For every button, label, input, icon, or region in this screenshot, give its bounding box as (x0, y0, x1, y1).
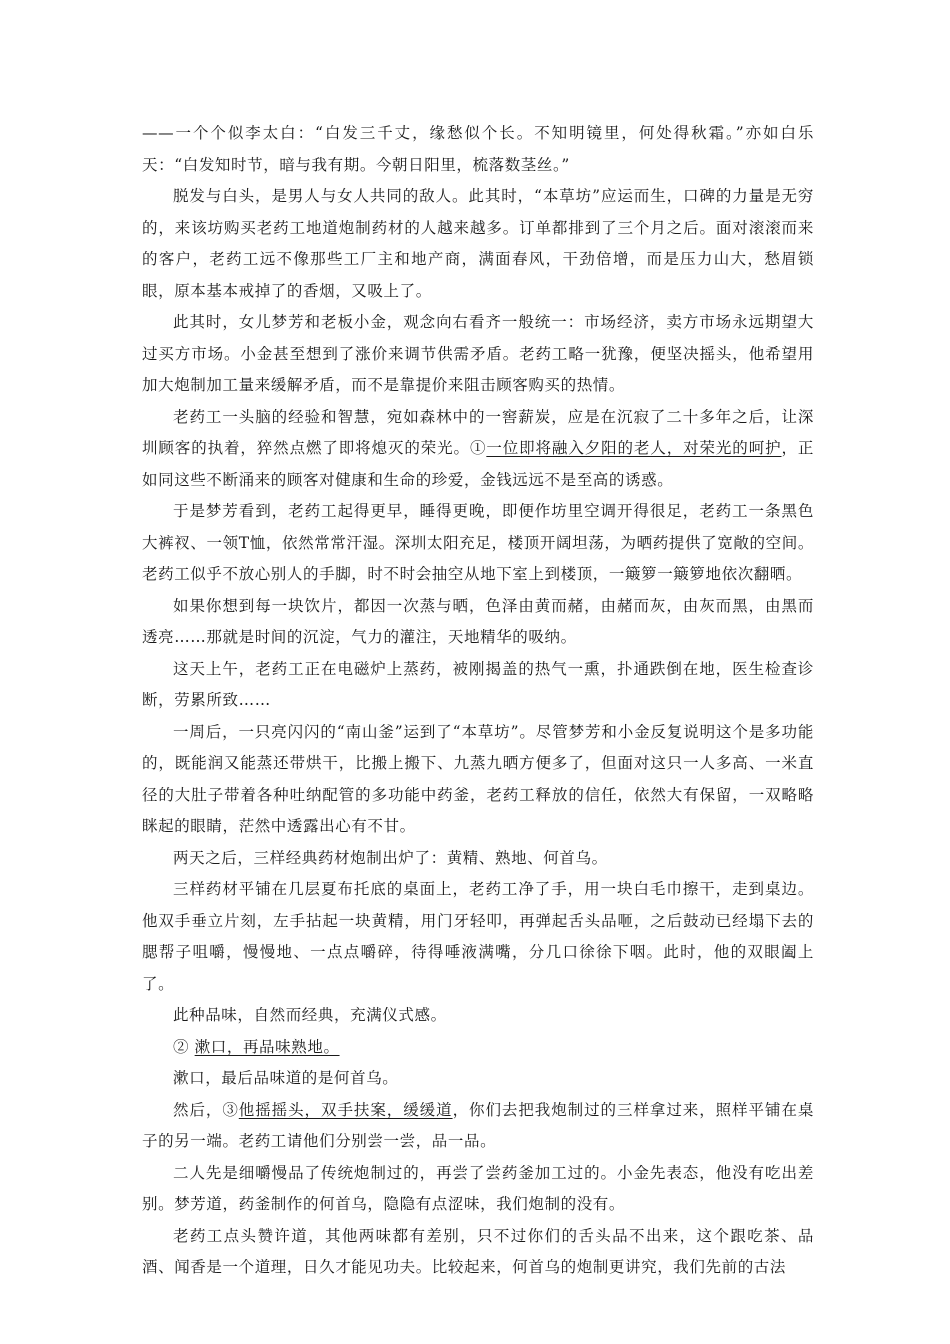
paragraph (142, 1063, 814, 1095)
text-segment: 三样药材平铺在几层夏布托底的桌面上，老药工净了手，用一块白毛巾擦干，走到桌边。他双手垂立片刻，左手拈起一块黄精，用门牙轻叩，再弹起舌头品咂，之后鼓动已经塌下去的腮帮子咀嚼，慢慢地、一点点嚼碎，待得唾液满嘴，分几口徐徐下咽。此时，他的双眼阖上了。 (142, 880, 814, 993)
underlined-text: 漱口，再品味熟地。 (194, 1037, 340, 1056)
paragraph (142, 118, 814, 181)
text-segment: 老药工一头脑的经验和智慧，宛如森林中的一窖薪炭，应是在沉寂了二十多年之后，让深圳顾客的执着，猝然点燃了即将熄灭的荣光。① (142, 407, 814, 457)
text-segment: 如果你想到每一块饮片，都因一次蒸与晒，色泽由黄而赭，由赭而灰，由灰而黑，由黑而透亮……那就是时间的沉淀，气力的灌注，天地精华的吸纳。 (142, 596, 814, 646)
paragraph (142, 307, 814, 402)
text-segment: 两天之后，三样经典药材炮制出炉了：黄精、熟地、何首乌。 (173, 848, 608, 867)
paragraph (142, 1221, 814, 1284)
paragraph (142, 1095, 814, 1158)
text-segment: 二人先是细嚼慢品了传统炮制过的，再尝了尝药釜加工过的。小金先表态，他没有吃出差别。梦芳道，药釜制作的何首乌，隐隐有点涩味，我们炮制的没有。 (142, 1163, 814, 1213)
text-segment: ② (173, 1037, 195, 1056)
paragraph (142, 591, 814, 654)
text-segment: 老药工点头赞许道，其他两味都有差别，只不过你们的舌头品不出来，这个跟吃茶、品酒、闻香是一个道理，日久才能见功夫。比较起来，何首乌的炮制更讲究，我们先前的古法 (142, 1226, 814, 1276)
text-segment: 于是梦芳看到，老药工起得更早，睡得更晚，即便作坊里空调开得很足，老药工一条黑色大裤衩、一领T恤，依然常常汗湿。深圳太阳充足，楼顶开阔坦荡，为晒药提供了宽敞的空间。老药工似乎不放心别人的手脚，时不时会抽空从地下室上到楼顶，一簸箩一簸箩地依次翻晒。 (142, 502, 814, 583)
paragraph (142, 717, 814, 843)
text-segment: ，你们去把我炮制过的三样拿过来，照样平铺在桌子的另一端。老药工请他们分别尝一尝，品一品。 (142, 1100, 814, 1150)
document-page (142, 118, 814, 1284)
paragraph (142, 843, 814, 875)
text-segment: 漱口，最后品味道的是何首乌。 (173, 1069, 399, 1087)
text-segment: 一周后，一只亮闪闪的“南山釜”运到了“本草坊”。尽管梦芳和小金反复说明这个是多功能的，既能润又能蒸还带烘干，比搬上搬下、九蒸九晒方便多了，但面对这只一人多高、一米直径的大肚子带着各种吐纳配管的多功能中药釜，老药工释放的信任，依然大有保留，一双略略眯起的眼睛，茫然中透露出心有不甘。 (142, 722, 814, 835)
paragraph (142, 654, 814, 717)
text-segment: 脱发与白头，是男人与女人共同的敌人。此其时，“本草坊”应运而生，口碑的力量是无穷的，来该坊购买老药工地道炮制药材的人越来越多。订单都排到了三个月之后。面对滚滚而来的客户，老药工远不像那些工厂主和地产商，满面春风，干劲倍增，而是压力山大，愁眉锁眼，原本基本戒掉了的香烟，又吸上了。 (142, 187, 814, 300)
paragraph (142, 496, 814, 591)
paragraph (142, 402, 814, 497)
paragraph (142, 1158, 814, 1221)
paragraph (142, 874, 814, 1000)
underlined-text: 他摇摇头，双手扶案，缓缓道 (238, 1100, 453, 1119)
text-segment: 然后，③ (173, 1100, 239, 1119)
text-segment: 此其时，女儿梦芳和老板小金，观念向右看齐一般统一：市场经济，卖方市场永远期望大过买方市场。小金甚至想到了涨价来调节供需矛盾。老药工略一犹豫，便坚决摇头，他希望用加大炮制加工量来缓解矛盾，而不是靠提价来阻击顾客购买的热情。 (142, 313, 814, 394)
paragraph (142, 1000, 814, 1032)
paragraph (142, 181, 814, 307)
text-segment: ，正如同这些不断涌来的顾客对健康和生命的珍爱，金钱远远不是至高的诱惑。 (142, 439, 814, 489)
text-segment: ——一个个似李太白：“白发三千丈，缘愁似个长。不知明镜里，何处得秋霜。”亦如白乐天：“白发知时节，暗与我有期。今朝日阳里，梳落数茎丝。” (142, 124, 814, 174)
text-segment: 此种品味，自然而经典，充满仪式感。 (173, 1006, 447, 1024)
underlined-text: 一位即将融入夕阳的老人，对荣光的呵护 (486, 439, 782, 457)
text-segment: 这天上午，老药工正在电磁炉上蒸药，被刚揭盖的热气一熏，扑通跌倒在地，医生检查诊断，劳累所致…… (142, 659, 814, 709)
paragraph (142, 1032, 814, 1064)
